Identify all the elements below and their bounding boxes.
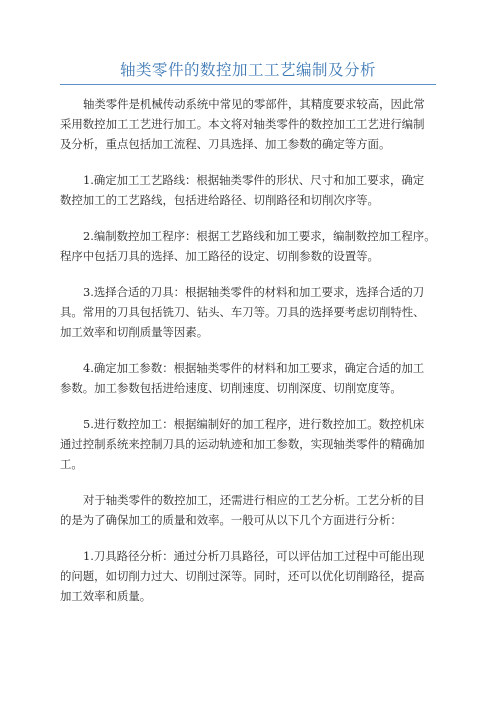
paragraph-line: 加工效率和质量。: [60, 589, 152, 603]
paragraph-line: 具。常用的刀具包括铣刀、钻头、车刀等。刀具的选择要考虑切削特性、: [60, 305, 425, 319]
paragraph-line: 2.编制数控加工程序：根据工艺路线和加工要求，编制数控加工程序。: [83, 229, 436, 243]
intro-paragraph: [60, 94, 440, 154]
paragraph-line: 通过控制系统来控制刀具的运动轨迹和加工参数，实现轴类零件的精确加: [60, 437, 425, 451]
paragraph-line: 1.确定加工工艺路线：根据轴类零件的形状、尺寸和加工要求，确定: [83, 173, 425, 187]
paragraph-line: 数控加工的工艺路线，包括进给路径、切削路径和切削次序等。: [60, 193, 379, 207]
paragraph-line: 轴类零件是机械传动系统中常见的零部件，其精度要求较高，因此常: [83, 97, 425, 111]
paragraph-line: 及分析，重点包括加工流程、刀具选择、加工参数的确定等方面。: [60, 137, 391, 151]
step-2-paragraph: [60, 226, 440, 266]
paragraph-line: 3.选择合适的刀具：根据轴类零件的材料和加工要求，选择合适的刀: [83, 285, 425, 299]
step-1-paragraph: [60, 170, 440, 210]
paragraph-line: 采用数控加工工艺进行加工。本文将对轴类零件的数控加工工艺进行编制: [60, 117, 425, 131]
paragraph-line: 5.进行数控加工：根据编制好的加工程序，进行数控加工。数控机床: [83, 417, 425, 431]
title-underline: [60, 84, 436, 85]
paragraph-line: 1.刀具路径分析：通过分析刀具路径，可以评估加工过程中可能出现: [83, 549, 425, 563]
step-5-paragraph: [60, 414, 440, 474]
step-4-paragraph: [60, 358, 440, 398]
paragraph-line: 参数。加工参数包括进给速度、切削速度、切削深度、切削宽度等。: [60, 381, 402, 395]
paragraph-line: 4.确定加工参数：根据轴类零件的材料和加工要求，确定合适的加工: [83, 361, 425, 375]
paragraph-line: 工。: [60, 457, 83, 471]
paragraph-line: 对于轴类零件的数控加工，还需进行相应的工艺分析。工艺分析的目: [83, 493, 425, 507]
paragraph-line: 加工效率和切削质量等因素。: [60, 325, 209, 339]
document-title: 轴类零件的数控加工工艺编制及分析: [119, 61, 376, 79]
paragraph-line: 的问题，如切削力过大、切削过深等。同时，还可以优化切削路径，提高: [60, 569, 425, 583]
paragraph-line: 程序中包括刀具的选择、加工路径的设定、切削参数的设置等。: [60, 249, 379, 263]
paragraph-line: 的是为了确保加工的质量和效率。一般可从以下几个方面进行分析：: [60, 513, 402, 527]
analysis-intro-paragraph: [60, 490, 440, 530]
analysis-1-paragraph: [60, 546, 440, 606]
step-3-paragraph: [60, 282, 440, 342]
